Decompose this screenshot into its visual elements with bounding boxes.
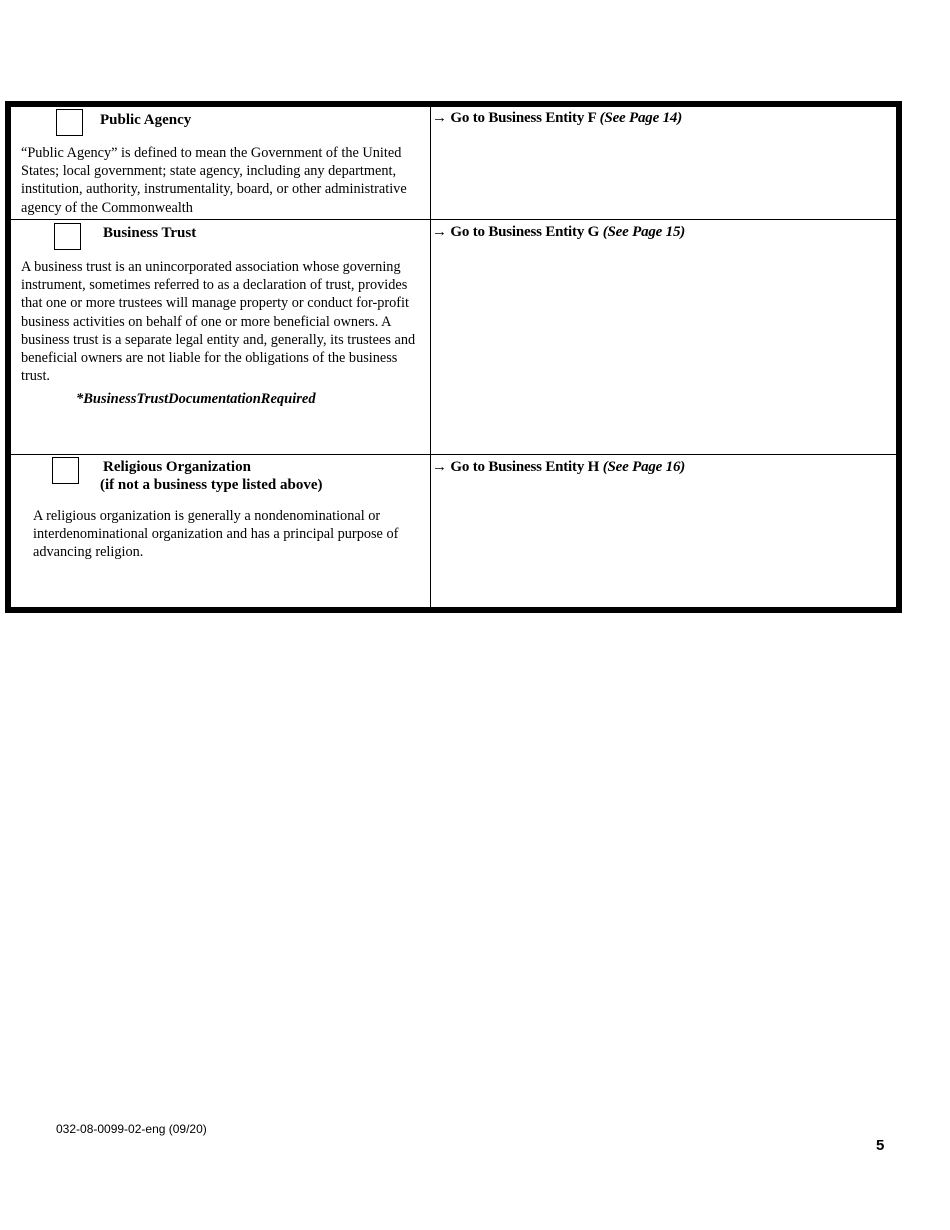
goto-entity-g-link[interactable] bbox=[432, 223, 685, 241]
goto-entity-g-label: Go to Business Entity G bbox=[450, 224, 600, 240]
religious-organization-title: Religious Organization bbox=[103, 459, 251, 475]
public-agency-checkbox[interactable] bbox=[56, 109, 83, 136]
goto-entity-g-page: (See Page 15) bbox=[602, 224, 686, 240]
goto-entity-h-link[interactable] bbox=[432, 458, 685, 476]
arrow-right-icon: → bbox=[432, 110, 447, 126]
religious-organization-checkbox[interactable] bbox=[52, 457, 79, 484]
business-trust-description: A business trust is an unincorporated association whose governing instrument, sometimes referred to as a declaration of trust, provides that one or more trustees will manage property or conduct for-profit business activities on behalf of one or more beneficial owners. A business trust is a separate legal entity and, generally, its trustees and beneficial owners are not liable for the obligations of the business trust. bbox=[21, 259, 416, 385]
goto-entity-h-page: (See Page 16) bbox=[602, 459, 686, 475]
business-trust-documentation-note: *BusinessTrustDocumentationRequired bbox=[76, 391, 316, 407]
business-entity-table bbox=[5, 101, 902, 613]
goto-entity-f-page: (See Page 14) bbox=[599, 110, 683, 126]
public-agency-title: Public Agency bbox=[100, 112, 192, 128]
goto-entity-f-label: Go to Business Entity F bbox=[450, 110, 597, 126]
entity-row-religious-organization bbox=[11, 455, 896, 607]
form-number: 032-08-0099-02-eng (09/20) bbox=[56, 1122, 207, 1136]
goto-entity-h-label: Go to Business Entity H bbox=[450, 459, 600, 475]
goto-entity-f-link[interactable] bbox=[432, 109, 682, 127]
entity-row-public-agency bbox=[11, 107, 896, 220]
page-number: 5 bbox=[876, 1137, 885, 1154]
religious-organization-subtitle: (if not a business type listed above) bbox=[100, 477, 323, 493]
public-agency-description: “Public Agency” is defined to mean the Government of the United States; local government; state agency, including any department, institution, authority, instrumentality, board, or other administrative agency of the Commonwealth bbox=[21, 145, 407, 216]
column-divider bbox=[430, 107, 431, 607]
arrow-right-icon: → bbox=[432, 459, 447, 475]
entity-row-business-trust bbox=[11, 220, 896, 455]
arrow-right-icon: → bbox=[432, 224, 447, 240]
business-trust-checkbox[interactable] bbox=[54, 223, 81, 250]
business-trust-title: Business Trust bbox=[103, 225, 197, 241]
religious-organization-description: A religious organization is generally a nondenominational or interdenominational organization and has a principal purpose of advancing religion. bbox=[33, 508, 399, 561]
